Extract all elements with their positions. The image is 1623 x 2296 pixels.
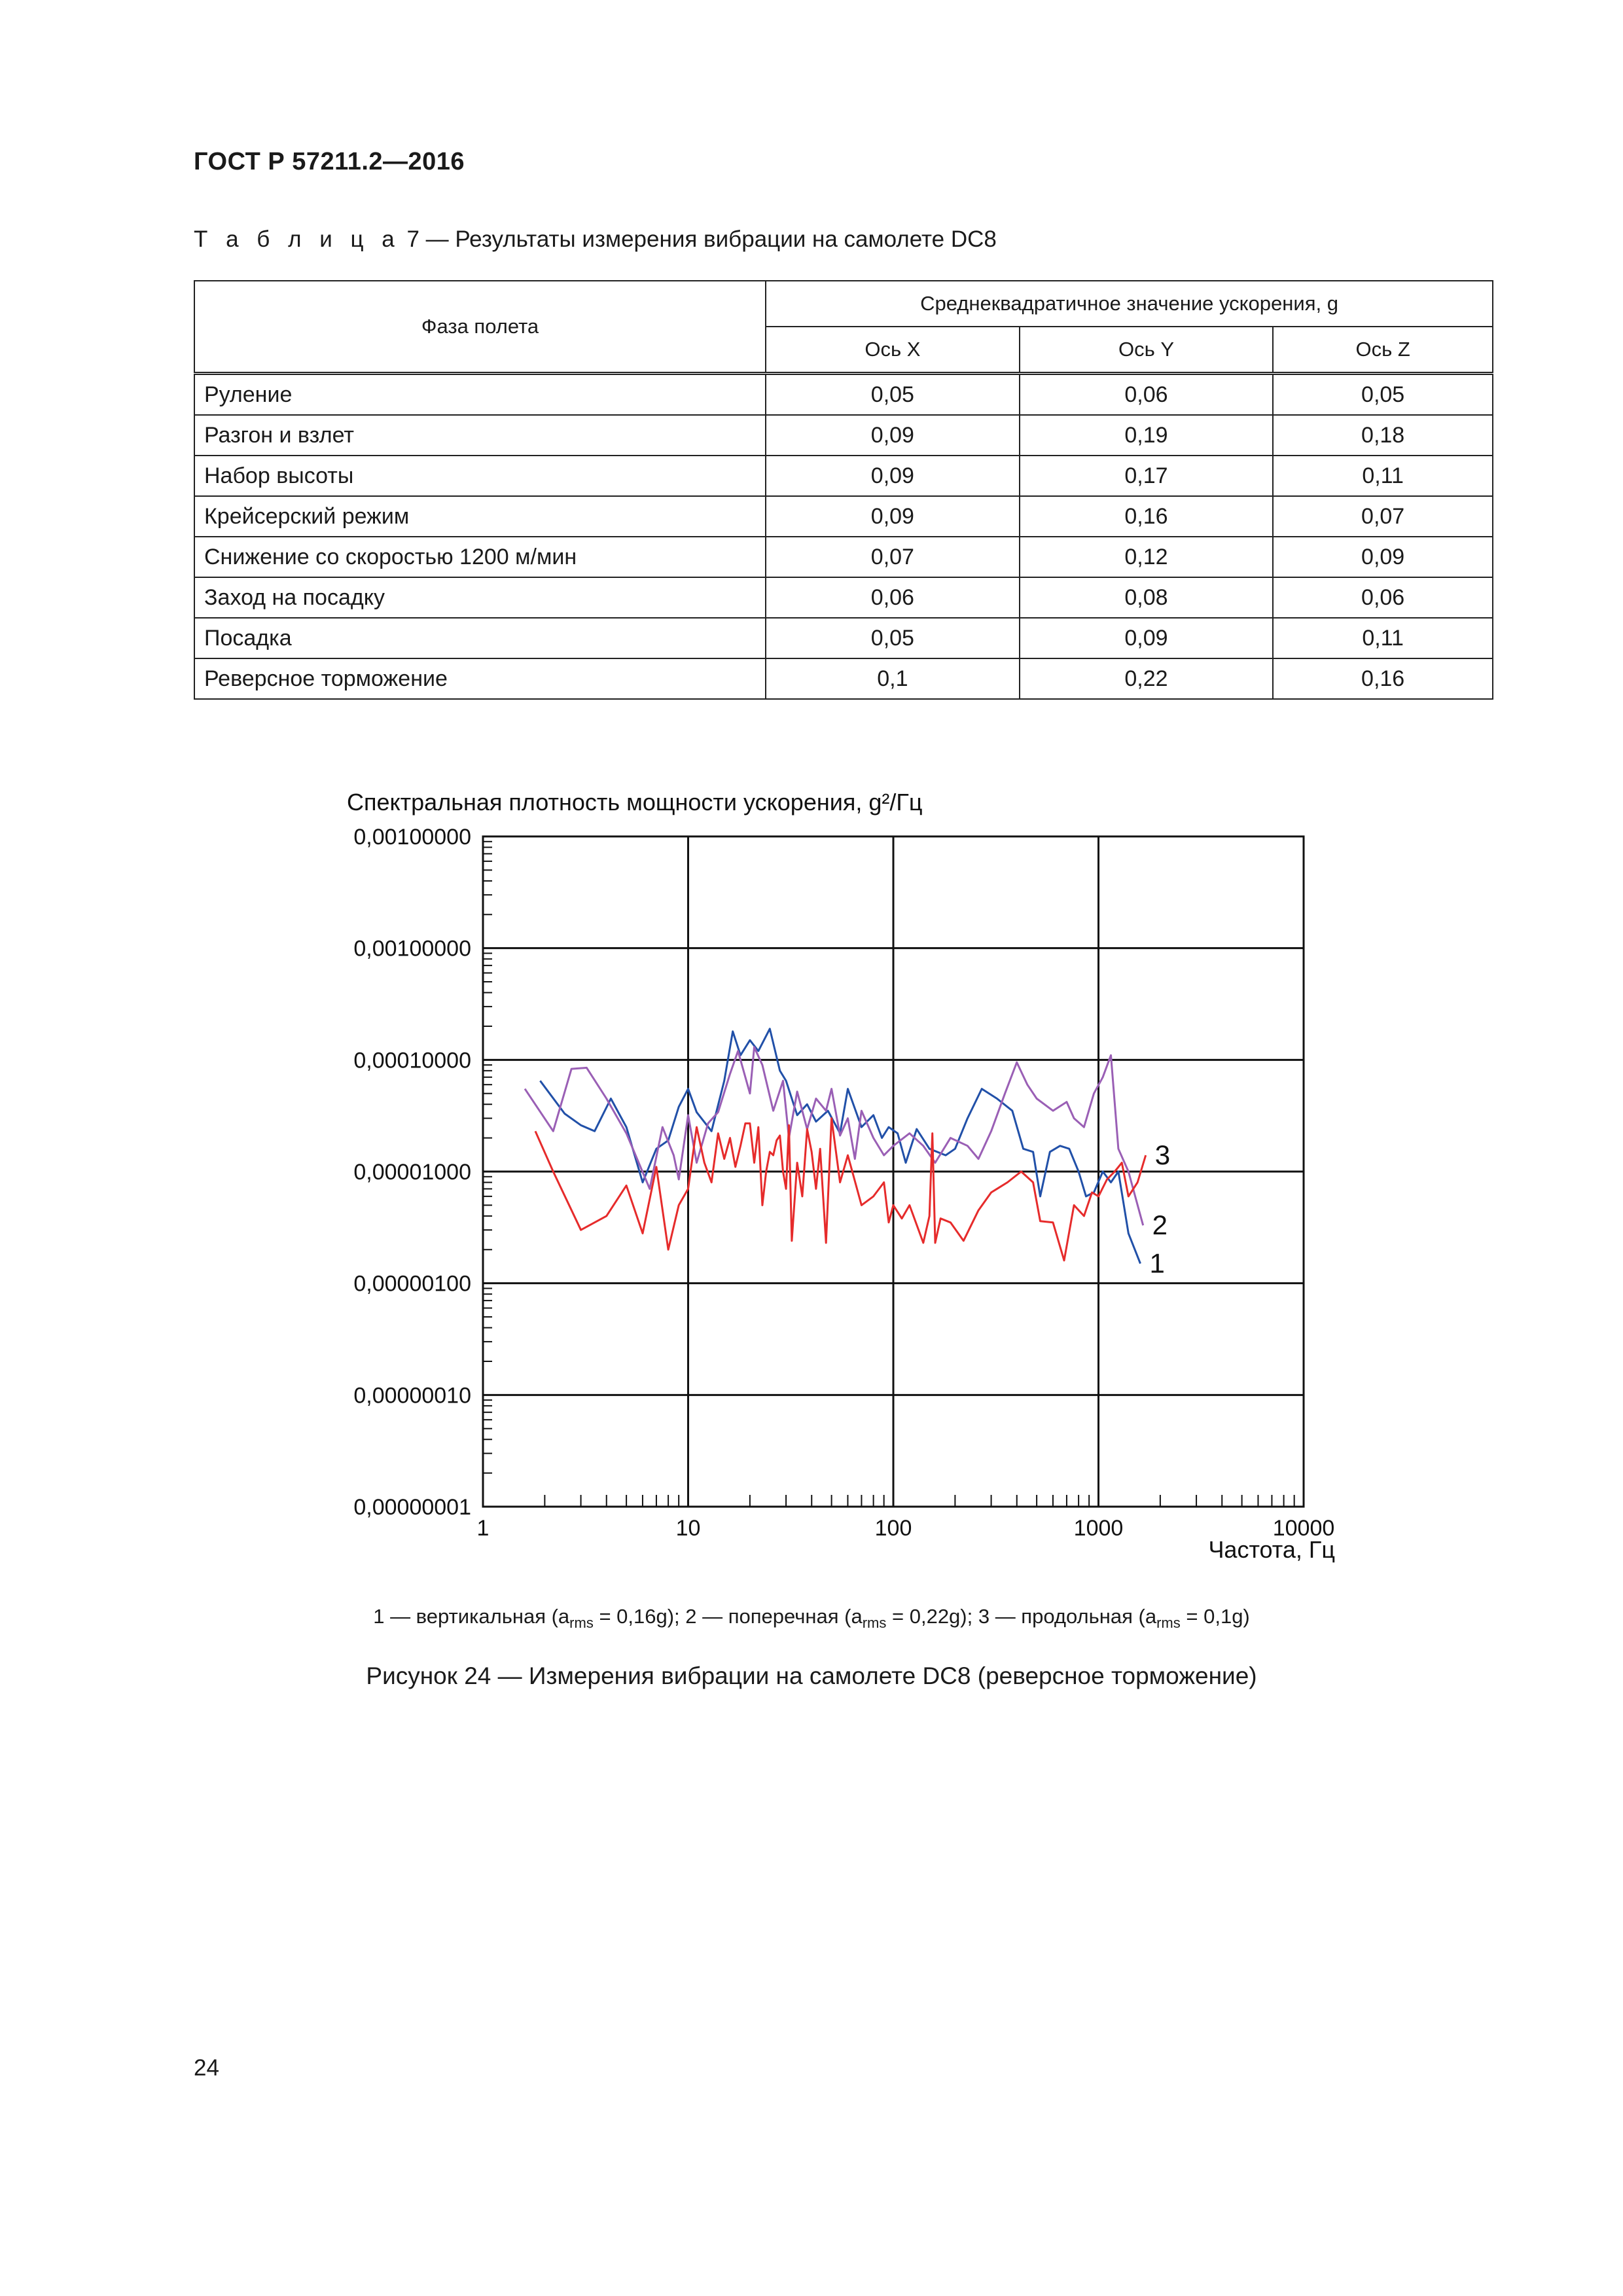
phase-cell: Посадка [194, 618, 766, 658]
series-label-3: 3 [1154, 1139, 1171, 1171]
table-row [194, 658, 1493, 699]
grid-layer [483, 836, 1304, 1507]
z-value: 0,11 [1273, 456, 1493, 496]
phase-cell: Крейсерский режим [194, 496, 766, 537]
axis-layer [353, 825, 1334, 1541]
y-value: 0,22 [1020, 658, 1274, 699]
series-line-1 [540, 1029, 1140, 1264]
y-tick-label: 0,00001000 [353, 1160, 471, 1185]
y-tick-label: 0,00000010 [353, 1383, 471, 1408]
x-value: 0,06 [766, 577, 1020, 618]
y-tick-label: 0,00000100 [353, 1271, 471, 1297]
phase-cell: Заход на посадку [194, 577, 766, 618]
y-value: 0,19 [1020, 415, 1274, 456]
table-row [194, 537, 1493, 577]
table-row [194, 496, 1493, 537]
x-tick-label: 10 [675, 1516, 701, 1541]
table-caption [194, 226, 997, 253]
page-number: 24 [194, 2055, 219, 2081]
y-value: 0,16 [1020, 496, 1274, 537]
rms-subscript: rms [569, 1615, 594, 1632]
header-axis-z: Ось Z [1273, 327, 1493, 374]
table-caption-prefix: Т а б л и ц а [194, 226, 401, 252]
chart-title: Спектральная плотность мощности ускорения, g²/Гц [347, 789, 923, 816]
z-value: 0,07 [1273, 496, 1493, 537]
x-tick-label: 1000 [1073, 1516, 1124, 1541]
y-tick-label: 0,00000001 [353, 1495, 471, 1520]
y-value: 0,12 [1020, 537, 1274, 577]
table-row [194, 415, 1493, 456]
phase-cell: Руление [194, 374, 766, 416]
header-axis-x: Ось X [766, 327, 1020, 374]
z-value: 0,09 [1273, 537, 1493, 577]
rms-subscript: rms [862, 1615, 887, 1632]
x-value: 0,1 [766, 658, 1020, 699]
y-value: 0,09 [1020, 618, 1274, 658]
z-value: 0,18 [1273, 415, 1493, 456]
table-row [194, 374, 1493, 416]
vibration-table [194, 280, 1493, 700]
phase-cell: Снижение со скоростью 1200 м/мин [194, 537, 766, 577]
table-row [194, 577, 1493, 618]
x-value: 0,05 [766, 618, 1020, 658]
z-value: 0,05 [1273, 374, 1493, 416]
header-axis-y: Ось Y [1020, 327, 1274, 374]
table-caption-text: 7 — Результаты измерения вибрации на самолете DC8 [400, 226, 997, 252]
x-tick-label: 1 [476, 1516, 490, 1541]
y-value: 0,08 [1020, 577, 1274, 618]
y-value: 0,06 [1020, 374, 1274, 416]
phase-cell: Разгон и взлет [194, 415, 766, 456]
legend-part: 1 — вертикальная (a [373, 1605, 570, 1628]
phase-cell: Набор высоты [194, 456, 766, 496]
z-value: 0,16 [1273, 658, 1493, 699]
x-value: 0,05 [766, 374, 1020, 416]
rms-subscript: rms [1156, 1615, 1181, 1632]
z-value: 0,11 [1273, 618, 1493, 658]
psd-chart [0, 772, 1623, 1590]
legend-part: = 0,22g); 3 — продольная (a [886, 1605, 1157, 1628]
x-tick-label: 10000 [1272, 1516, 1335, 1541]
figure-legend [0, 1605, 1623, 1632]
table-row [194, 456, 1493, 496]
series-label-1: 1 [1149, 1247, 1165, 1279]
series-label-2: 2 [1152, 1210, 1168, 1241]
header-phase: Фаза полета [194, 281, 766, 374]
x-value: 0,09 [766, 415, 1020, 456]
psd-figure [0, 772, 1623, 1594]
x-value: 0,07 [766, 537, 1020, 577]
series-line-3 [535, 1119, 1146, 1261]
y-tick-label: 0,00100000 [353, 825, 471, 850]
phase-cell: Реверсное торможение [194, 658, 766, 699]
series-layer [525, 1029, 1170, 1279]
x-tick-label: 100 [874, 1516, 912, 1541]
table-row [194, 618, 1493, 658]
figure-caption: Рисунок 24 — Измерения вибрации на самолете DC8 (реверсное торможение) [366, 1662, 1257, 1689]
y-tick-label: 0,00100000 [353, 936, 471, 961]
legend-part: = 0,16g); 2 — поперечная (a [593, 1605, 863, 1628]
header-rms-group: Среднеквадратичное значение ускорения, g [766, 281, 1493, 327]
z-value: 0,06 [1273, 577, 1493, 618]
document-header: ГОСТ Р 57211.2—2016 [194, 148, 465, 175]
x-axis-label: Частота, Гц [1208, 1536, 1335, 1563]
x-value: 0,09 [766, 496, 1020, 537]
x-value: 0,09 [766, 456, 1020, 496]
y-tick-label: 0,00010000 [353, 1048, 471, 1073]
y-value: 0,17 [1020, 456, 1274, 496]
legend-part: = 0,1g) [1180, 1605, 1250, 1628]
